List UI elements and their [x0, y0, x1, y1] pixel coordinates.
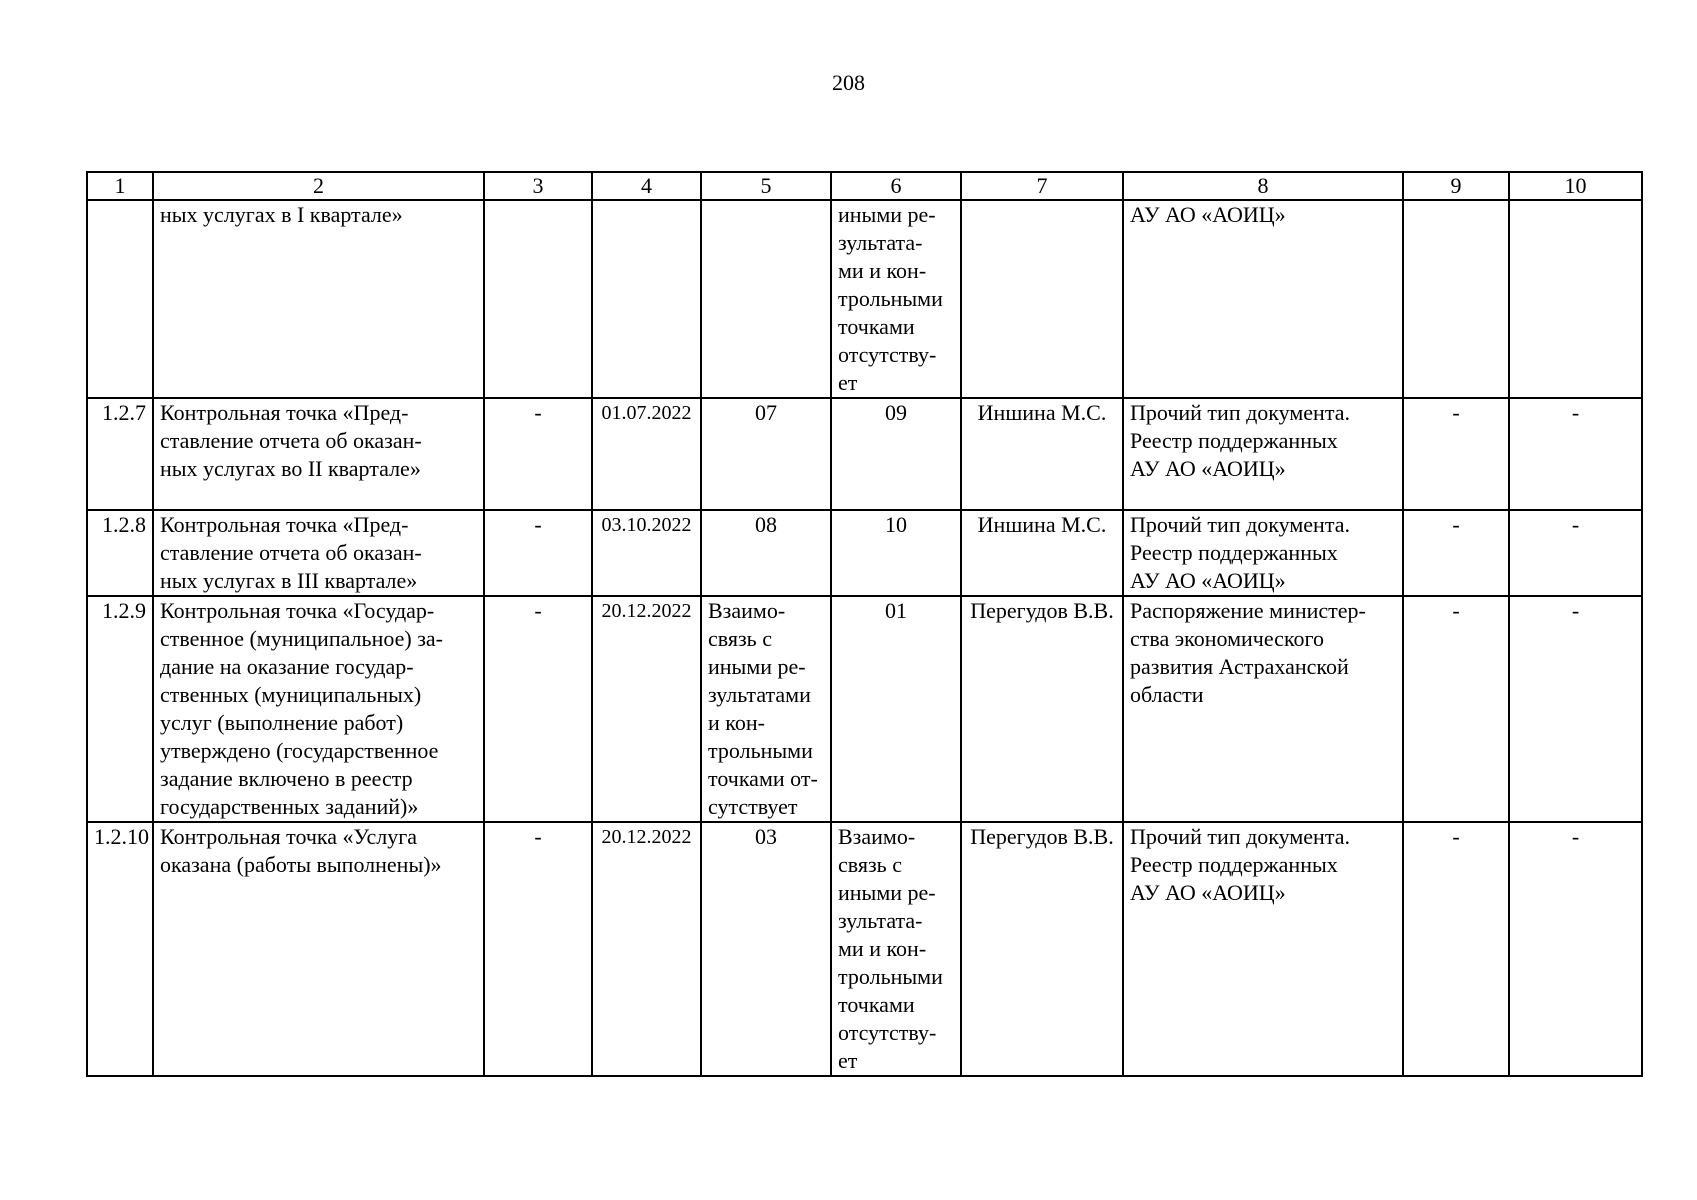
column-header: 9 — [1403, 172, 1509, 200]
row-name: Контрольная точка «Пред- ставление отчета об оказан- ных услугах во II квартале» — [153, 398, 484, 510]
table-row — [87, 822, 1642, 1076]
table-row — [87, 596, 1642, 822]
column-header: 1 — [87, 172, 153, 200]
cell-col5 — [701, 200, 831, 398]
cell-col5: 03 — [701, 822, 831, 1076]
cell-col10: - — [1509, 398, 1642, 510]
row-name: ных услугах в I квартале» — [153, 200, 484, 398]
cell-col5: 08 — [701, 510, 831, 596]
row-name: Контрольная точка «Услуга оказана (работы выполнены)» — [153, 822, 484, 1076]
cell-col9: - — [1403, 398, 1509, 510]
cell-responsible — [961, 200, 1123, 398]
cell-col3: - — [484, 510, 592, 596]
cell-date: 01.07.2022 — [592, 398, 701, 510]
row-number: 1.2.7 — [87, 398, 153, 510]
cell-responsible: Иншина М.С. — [961, 398, 1123, 510]
row-number: 1.2.9 — [87, 596, 153, 822]
page-number: 208 — [832, 70, 865, 95]
cell-responsible: Перегудов В.В. — [961, 822, 1123, 1076]
cell-col6: иными ре- зультата- ми и кон- трольными точками отсутству- ет — [831, 200, 961, 398]
cell-col5: 07 — [701, 398, 831, 510]
cell-responsible: Иншина М.С. — [961, 510, 1123, 596]
column-header: 6 — [831, 172, 961, 200]
cell-date: 20.12.2022 — [592, 596, 701, 822]
cell-col6: Взаимо- связь с иными ре- зультата- ми и кон- трольными точками отсутству- ет — [831, 822, 961, 1076]
cell-col6: 09 — [831, 398, 961, 510]
cell-responsible: Перегудов В.В. — [961, 596, 1123, 822]
cell-col9: - — [1403, 822, 1509, 1076]
cell-document: Прочий тип документа. Реестр поддержанных АУ АО «АОИЦ» — [1123, 822, 1403, 1076]
cell-document: Прочий тип документа. Реестр поддержанных АУ АО «АОИЦ» — [1123, 510, 1403, 596]
table-row — [87, 200, 1642, 398]
column-header: 3 — [484, 172, 592, 200]
plan-table — [86, 171, 1643, 1077]
cell-document: АУ АО «АОИЦ» — [1123, 200, 1403, 398]
row-name: Контрольная точка «Государ- ственное (муниципальное) за- дание на оказание государ- ственных (муниципальных) услуг (выполнение работ) утверждено (государственное задание включено в реестр государственных заданий)» — [153, 596, 484, 822]
cell-document: Прочий тип документа. Реестр поддержанных АУ АО «АОИЦ» — [1123, 398, 1403, 510]
cell-col9: - — [1403, 596, 1509, 822]
cell-col10: - — [1509, 822, 1642, 1076]
cell-col3 — [484, 200, 592, 398]
cell-date: 20.12.2022 — [592, 822, 701, 1076]
table-row — [87, 510, 1642, 596]
cell-col9 — [1403, 200, 1509, 398]
column-header: 5 — [701, 172, 831, 200]
cell-col6: 01 — [831, 596, 961, 822]
table-header-row — [87, 172, 1642, 200]
column-header: 4 — [592, 172, 701, 200]
cell-document: Распоряжение министер- ства экономического развития Астраханской области — [1123, 596, 1403, 822]
cell-col6: 10 — [831, 510, 961, 596]
cell-col3: - — [484, 596, 592, 822]
cell-date — [592, 200, 701, 398]
cell-col3: - — [484, 822, 592, 1076]
row-number — [87, 200, 153, 398]
column-header: 10 — [1509, 172, 1642, 200]
cell-col9: - — [1403, 510, 1509, 596]
table-row — [87, 398, 1642, 510]
cell-col10 — [1509, 200, 1642, 398]
cell-col10: - — [1509, 510, 1642, 596]
column-header: 8 — [1123, 172, 1403, 200]
cell-date: 03.10.2022 — [592, 510, 701, 596]
cell-col3: - — [484, 398, 592, 510]
column-header: 2 — [153, 172, 484, 200]
cell-col5: Взаимо- связь с иными ре- зультатами и кон- трольными точками от- сутствует — [701, 596, 831, 822]
cell-col10: - — [1509, 596, 1642, 822]
row-number: 1.2.10 — [87, 822, 153, 1076]
column-header: 7 — [961, 172, 1123, 200]
row-name: Контрольная точка «Пред- ставление отчета об оказан- ных услугах в III квартале» — [153, 510, 484, 596]
row-number: 1.2.8 — [87, 510, 153, 596]
